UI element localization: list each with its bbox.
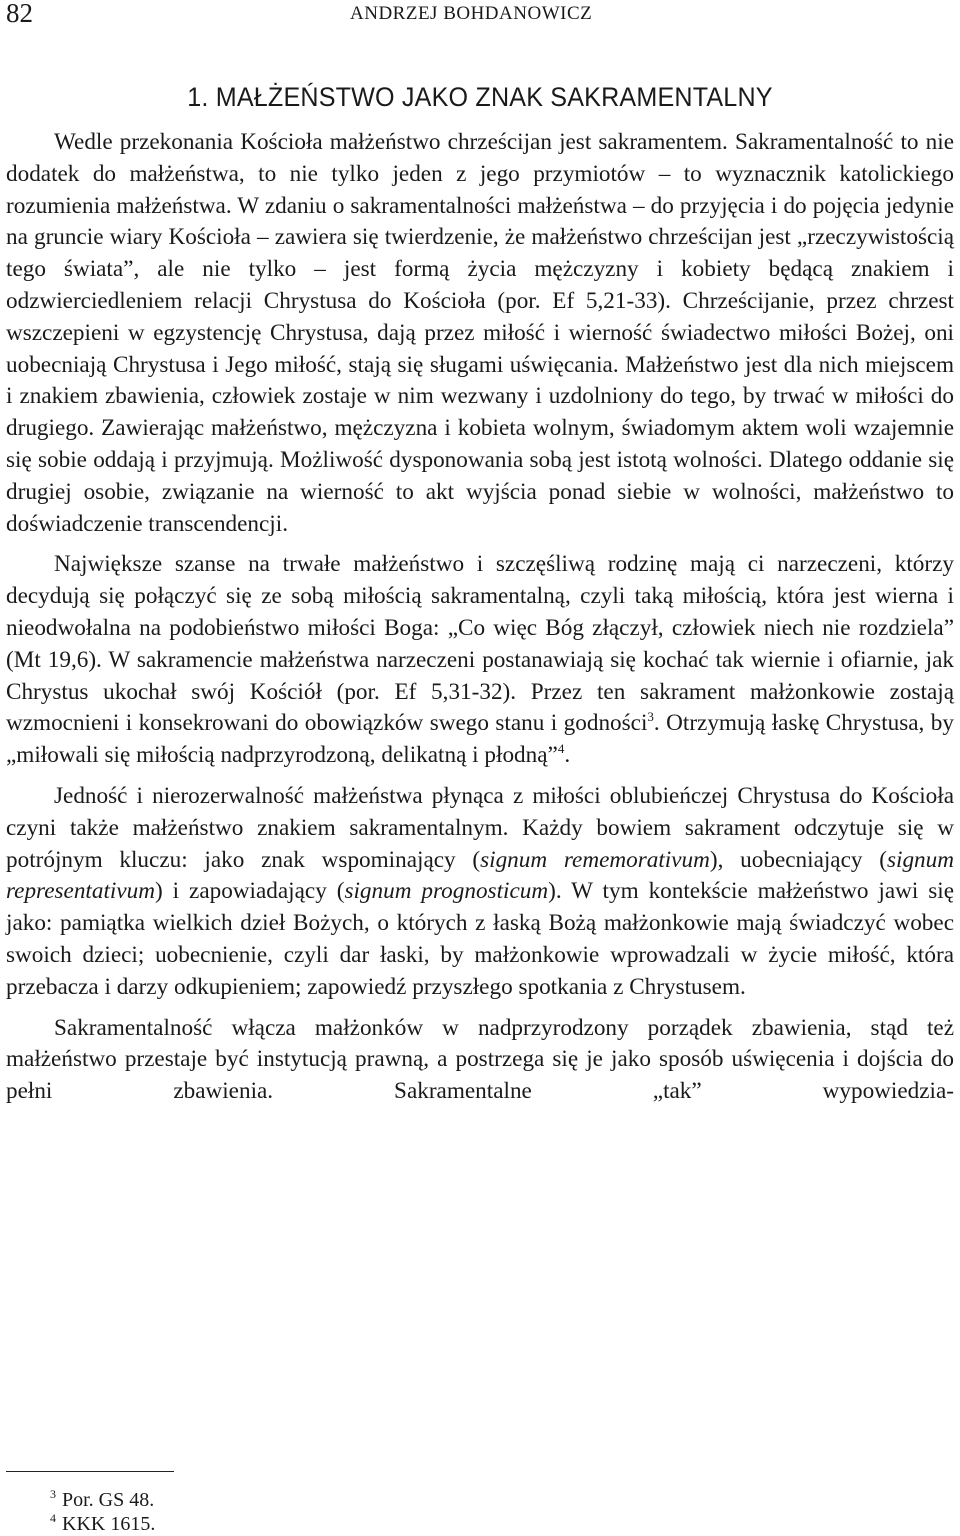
footnote-number: 4 (50, 1511, 56, 1525)
paragraph-2 (6, 549, 954, 772)
footnote-ref-4[interactable]: 4 (557, 741, 565, 757)
paragraph-4: Sakramentalność włącza małżonków w nadprzyrodzony porządek zbawienia, stąd też małżeństwo przestaje być instytucją prawną, a postrzega się je jako sposób uświęcenia i dojścia do pełni zbawienia. Sakramentalne „tak” wypowiedzia- (6, 1014, 954, 1105)
footnote-text: Por. GS 48. (62, 1489, 155, 1511)
section-title: 1. MAŁŻEŃSTWO JAKO ZNAK SAKRAMENTALNY (187, 82, 773, 113)
paragraph-1: Wedle przekonania Kościoła małżeństwo chrześcijan jest sakramentem. Sakramentalność to nie dodatek do małżeństwa, to nie tylko jeden z jego przymiotów – to wyznacznik katolickiego rozumienia małżeństwa. W zdaniu o sakramentalności małżeństwa – do przyjęcia i do pojęcia jedynie na gruncie wiary Kościoła – zawiera się twierdzenie, że małżeństwo chrześcijan jest „rzeczywistością tego świata”, ale nie tylko – jest formą życia mężczyzny i kobiety będącą znakiem i odzwierciedleniem relacji Chrystusa do Kościoła (por. Ef 5,21-33). Chrześcijanie, przez chrzest wszczepieni w egzystencję Chrystusa, dają przez miłość i wierność świadectwo miłości Bożej, oni uobecniają Chrystusa i Jego miłość, stają się sługami uświęcania. Małżeństwo jest dla nich miejscem i znakiem zbawienia, człowiek zostaje w nim wezwany i uzdolniony do tego, by trwać w miłości do drugiego. Zawierając małżeństwo, mężczyzna i kobieta wolnym, świadomym aktem woli wzajemnie się sobie oddają i przyjmują. Możliwość dysponowania sobą jest istotą wolności. Dlatego oddanie się drugiej osobie, związanie na wierność to akt wyjścia ponad siebie w wolności, małżeństwo to doświadczenie transcendencji. (6, 129, 954, 537)
footnote-text: KKK 1615. (62, 1513, 156, 1535)
paragraph-3-text-d: ). W tym kontekście małżeństwo jawi się jako: pamiątka wielkich dzieł Bożych, o których z łaską Bożą małżonkowie mają świadczyć wobec swoich dzieci; uobecnienie, czyli dar łaski, by małżonkowie wprowadzali w życie miłość, która przebacza i darzy odkupieniem; zapowiedź przyszłego spotkania z Chrystusem. (6, 878, 955, 1000)
paragraph-2-text-c: . (564, 742, 571, 769)
body-text (6, 127, 954, 1108)
page-header (0, 0, 960, 30)
paragraph-3 (6, 781, 954, 1004)
latin-term-rememorativum: signum rememorativum (480, 846, 710, 873)
paragraph-2-text-b: . Otrzymują łaskę Chrystusa, by „miłowali się miłością nadprzyrodzoną, delikatną i płodną” (6, 710, 954, 769)
footnote-ref-3[interactable]: 3 (647, 709, 654, 725)
footnote-3 (50, 1488, 155, 1512)
latin-term-representativum: signum representativum (6, 846, 954, 905)
paragraph-2-text-a: Największe szanse na trwałe małżeństwo i szczęśliwą rodzinę mają ci narzeczeni, którzy decydują się połączyć się ze sobą miłością sakramentalną, czyli taką miłością, która jest wierna i nieodwołalna na podobieństwo miłości Boga: „Co więc Bóg złączył, człowiek niech nie rozdziela” (Mt 19,6). W sakramencie małżeństwa narzeczeni postanawiają się kochać tak wiernie i ofiarnie, jak Chrystus ukochał swój Kościół (por. Ef 5,31-32). Przez ten sakrament małżonkowie zostają wzmocnieni i konsekrowani do obowiązków swego stanu i godności (6, 551, 954, 737)
running-head: ANDRZEJ BOHDANOWICZ (350, 3, 593, 24)
footnote-number: 3 (50, 1487, 56, 1501)
footnote-divider (6, 1471, 174, 1472)
page-number: 82 (6, 0, 33, 28)
footnotes (50, 1488, 155, 1536)
paragraph-3-text-b: ), uobecniający ( (709, 846, 887, 873)
paragraph-3-text-c: ) i zapowiadający ( (154, 878, 345, 905)
footnote-4 (50, 1512, 155, 1536)
paragraph-3-text-a: Jedność i nierozerwalność małżeństwa płynąca z miłości oblubieńczej Chrystusa do Kościoła czyni także małżeństwo znakiem sakramentalnym. Każdy bowiem sakrament odczytuje się w potrójnym kluczu: jako znak wspominający ( (6, 782, 954, 873)
latin-term-prognosticum: signum prognosticum (344, 878, 549, 905)
